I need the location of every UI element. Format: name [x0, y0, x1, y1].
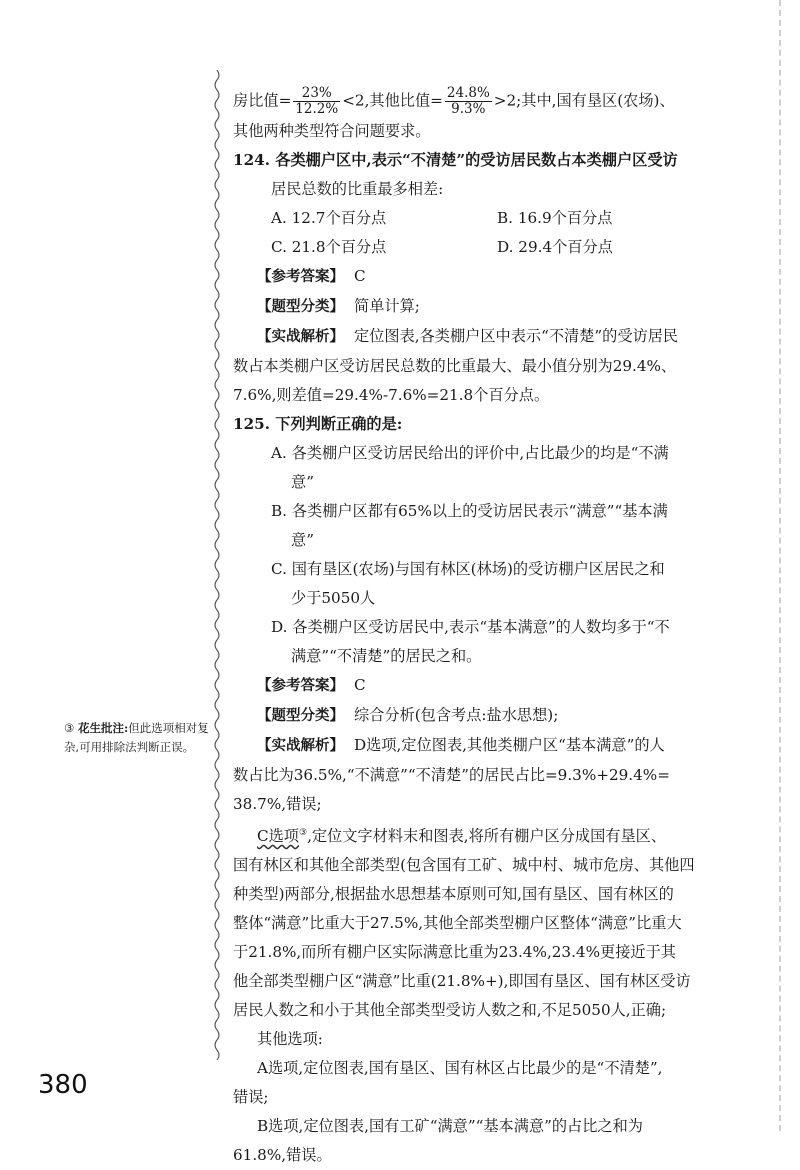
- continuation-line: 其他两种类型符合问题要求。: [233, 122, 431, 140]
- q125-type-label: 【题型分类】: [257, 708, 344, 724]
- q124-type: [233, 292, 738, 322]
- q125-analysis-d-line2: 数占比为36.5%,“不满意”“不清楚”的居民占比=9.3%+29.4%=: [233, 766, 670, 784]
- q125-other-b-line1: B选项,定位图表,国有工矿“满意”“基本满意”的占比之和为: [257, 1117, 643, 1136]
- q125-other-b-line2: 61.8%,错误。: [233, 1146, 332, 1165]
- fraction-2-numerator: 24.8%: [446, 85, 490, 101]
- q125-analysis-label: 【实战解析】: [257, 738, 344, 754]
- q125-stem: 125. 下列判断正确的是:: [233, 415, 403, 433]
- page-edge-dashed-line: [779, 0, 781, 1131]
- q124-analysis-label: 【实战解析】: [257, 329, 344, 345]
- q124-analysis: [233, 322, 738, 352]
- q125-c-line: 于21.8%,而所有棚户区实际满意比重为23.4%,23.4%更接近于其: [233, 943, 676, 962]
- fraction-1-denominator: 12.2%: [295, 101, 339, 117]
- q125-answer-value: C: [354, 676, 366, 694]
- c-option-note-mark: ③: [299, 828, 308, 838]
- q125-analysis-d-line3: 38.7%,错误;: [233, 795, 322, 813]
- q125-other-a-line1: A选项,定位图表,国有垦区、国有林区占比最少的是“不清楚”,: [257, 1059, 663, 1078]
- q125-option-d-line1: D. 各类棚户区受访居民中,表示“基本满意”的人数均多于“不: [271, 618, 670, 636]
- margin-annotation: [64, 719, 212, 757]
- c-option-line1-rest: ,定位文字材料末和图表,将所有棚户区分成国有垦区、: [307, 827, 667, 846]
- q124-analysis-line2: 数占本类棚户区受访居民总数的比重最大、最小值分别为29.4%、: [233, 357, 677, 375]
- margin-note-text: 但此选项相对复杂,可用排除法判断正误。: [64, 721, 209, 754]
- q125-c-line: 他全部类型棚户区“满意”比重(21.8%+),即国有垦区、国有林区受访: [233, 972, 691, 991]
- q125-type-value: 综合分析(包含考点:盐水思想);: [354, 706, 559, 724]
- q125-option-c-line1: C. 国有垦区(农场)与国有林区(林场)的受访棚户区居民之和: [271, 560, 665, 578]
- fraction-line: [233, 86, 738, 117]
- page-number: 380: [38, 1070, 88, 1100]
- c-option-wavy-word: C选项: [257, 827, 299, 846]
- fraction-2: [445, 86, 492, 117]
- fraction-2-denominator: 9.3%: [451, 101, 486, 117]
- q125-other-label: 其他选项:: [257, 1030, 323, 1049]
- q125-type: [233, 701, 738, 731]
- q125-option-d-line2: 满意”“不清楚”的居民之和。: [291, 647, 482, 665]
- q124-answer: [233, 262, 738, 292]
- q124-answer-label: 【参考答案】: [257, 269, 344, 285]
- margin-note-label: 花生批注:: [77, 721, 129, 735]
- q125-analysis: [233, 731, 738, 761]
- fraction-prefix: 房比值=: [233, 91, 292, 110]
- main-text-column: [233, 86, 738, 1170]
- q124-stem-line1: 124. 各类棚户区中,表示“不清楚”的受访居民数占本类棚户区受访: [233, 151, 678, 169]
- q124-analysis-line1: 定位图表,各类棚户区中表示“不清楚”的受访居民: [354, 327, 679, 345]
- q124-option-a: A. 12.7个百分点: [271, 209, 387, 227]
- q125-c-line: 整体“满意”比重大于27.5%,其他全部类型棚户区整体“满意”比重大: [233, 914, 682, 933]
- q125-answer: [233, 671, 738, 701]
- q125-answer-label: 【参考答案】: [257, 678, 344, 694]
- fraction-mid-text: <2,其他比值=: [342, 91, 443, 110]
- q124-stem-line2: 居民总数的比重最多相差:: [271, 180, 444, 198]
- q124-analysis-line3: 7.6%,则差值=29.4%-7.6%=21.8个百分点。: [233, 386, 550, 404]
- q124-type-label: 【题型分类】: [257, 299, 344, 315]
- q125-c-line: 种类型)两部分,根据盐水思想基本原则可知,国有垦区、国有林区的: [233, 885, 674, 904]
- q125-option-a-line2: 意”: [291, 473, 314, 491]
- fraction-1-numerator: 23%: [293, 86, 340, 102]
- q125-c-line: 居民人数之和小于其他全部类型受访人数之和,不足5050人,正确;: [233, 1001, 667, 1020]
- fraction-1: [293, 86, 340, 117]
- q124-option-b: B. 16.9个百分点: [497, 209, 613, 227]
- q124-option-d: D. 29.4个百分点: [497, 238, 613, 256]
- fraction-suffix: >2;其中,国有垦区(农场)、: [493, 91, 675, 110]
- q125-option-a-line1: A. 各类棚户区受访居民给出的评价中,占比最少的均是“不满: [271, 444, 669, 462]
- margin-wavy-divider: [212, 70, 222, 1060]
- q125-option-b-line1: B. 各类棚户区都有65%以上的受访居民表示“满意”“基本满: [271, 502, 668, 520]
- q125-analysis-d-line1: D选项,定位图表,其他类棚户区“基本满意”的人: [354, 736, 665, 754]
- q125-option-b-line2: 意”: [291, 531, 314, 549]
- q125-other-a-line2: 错误;: [233, 1088, 269, 1107]
- q124-type-value: 简单计算;: [354, 297, 420, 315]
- q124-option-c: C. 21.8个百分点: [271, 238, 387, 256]
- q125-option-c-line2: 少于5050人: [291, 589, 376, 607]
- q124-answer-value: C: [354, 267, 366, 285]
- q125-c-option-line1: [233, 819, 738, 851]
- q125-c-line: 国有林区和其他全部类型(包含国有工矿、城中村、城市危房、其他四: [233, 856, 695, 875]
- margin-note-mark: ③: [64, 721, 75, 735]
- q124-options: [233, 204, 738, 262]
